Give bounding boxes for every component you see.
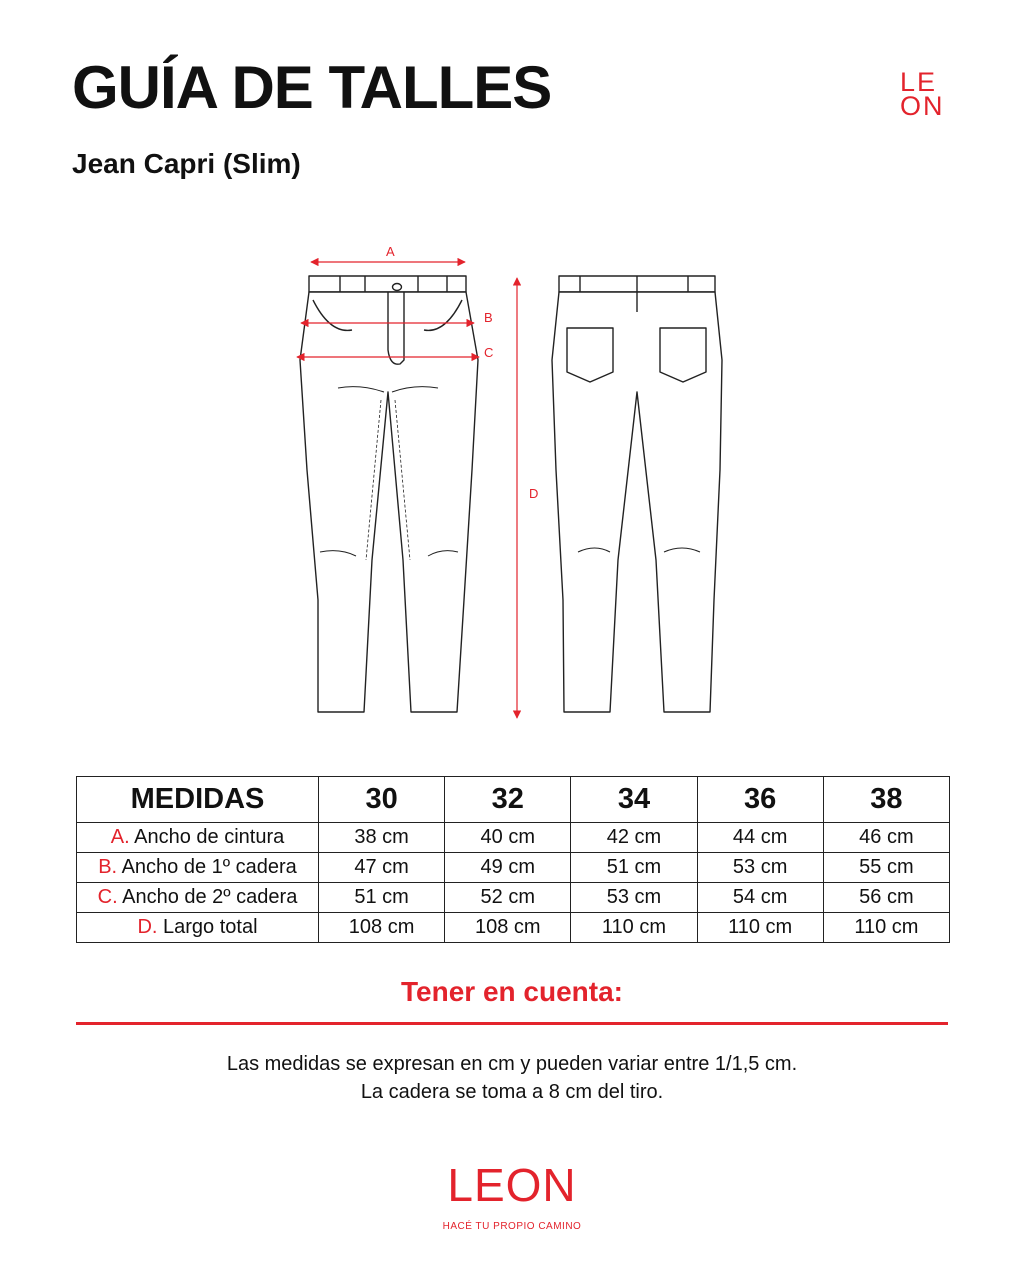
- row-letter: B.: [98, 856, 118, 878]
- table-cell: 51 cm: [571, 853, 697, 883]
- table-corner-header: MEDIDAS: [77, 777, 319, 823]
- table-cell: 38 cm: [319, 823, 445, 853]
- corner-logo-line-2: ON: [900, 91, 945, 121]
- corner-logo-line-1: LE: [900, 67, 938, 97]
- row-label: [77, 913, 319, 943]
- note-line-1: Las medidas se expresan en cm y pueden variar entre 1/1,5 cm.: [226, 1053, 798, 1075]
- table-cell: 53 cm: [571, 883, 697, 913]
- note-text: [0, 1050, 1024, 1106]
- row-label-text: Ancho de 2º cadera: [122, 886, 298, 908]
- brand-tagline: HACÉ TU PROPIO CAMINO: [442, 1221, 582, 1232]
- page-title: GUÍA DE TALLES: [72, 54, 552, 121]
- size-header-38: 38: [823, 777, 949, 823]
- jeans-back-icon: [552, 276, 722, 712]
- table-cell: 44 cm: [697, 823, 823, 853]
- leon-corner-logo: [900, 67, 952, 121]
- note-line-2: La cadera se toma a 8 cm del tiro.: [360, 1081, 664, 1103]
- table-row: [77, 883, 950, 913]
- table-cell: 52 cm: [445, 883, 571, 913]
- jeans-front-icon: [300, 276, 478, 712]
- row-letter: C.: [97, 886, 118, 908]
- table-cell: 53 cm: [697, 853, 823, 883]
- leon-footer-logo: LEON: [447, 1159, 577, 1211]
- row-label: [77, 823, 319, 853]
- table-cell: 49 cm: [445, 853, 571, 883]
- table-cell: 55 cm: [823, 853, 949, 883]
- jeans-measurement-diagram: [280, 238, 740, 728]
- row-letter: D.: [137, 916, 158, 938]
- size-header-36: 36: [697, 777, 823, 823]
- table-cell: 108 cm: [319, 913, 445, 943]
- table-cell: 40 cm: [445, 823, 571, 853]
- size-header-30: 30: [319, 777, 445, 823]
- table-row: [77, 823, 950, 853]
- table-cell: 54 cm: [697, 883, 823, 913]
- table-cell: 108 cm: [445, 913, 571, 943]
- row-label: [77, 883, 319, 913]
- table-cell: 51 cm: [319, 883, 445, 913]
- note-divider: [76, 1022, 948, 1025]
- table-cell: 46 cm: [823, 823, 949, 853]
- measure-label-d: D: [529, 486, 539, 501]
- table-row: [77, 853, 950, 883]
- row-letter: A.: [110, 826, 130, 848]
- table-cell: 42 cm: [571, 823, 697, 853]
- measure-label-b: B: [484, 310, 493, 325]
- table-header-row: [77, 777, 950, 823]
- size-chart-table: [76, 776, 950, 943]
- size-header-32: 32: [445, 777, 571, 823]
- row-label: [77, 853, 319, 883]
- row-label-text: Largo total: [163, 916, 258, 938]
- row-label-text: Ancho de cintura: [134, 826, 285, 848]
- table-cell: 47 cm: [319, 853, 445, 883]
- table-cell: 110 cm: [571, 913, 697, 943]
- measure-label-a: A: [386, 244, 395, 259]
- size-header-34: 34: [571, 777, 697, 823]
- product-name: Jean Capri (Slim): [72, 148, 301, 179]
- table-row: [77, 913, 950, 943]
- table-cell: 56 cm: [823, 883, 949, 913]
- measure-label-c: C: [484, 345, 494, 360]
- note-title: Tener en cuenta:: [401, 976, 623, 1007]
- table-cell: 110 cm: [697, 913, 823, 943]
- row-label-text: Ancho de 1º cadera: [121, 856, 297, 878]
- table-cell: 110 cm: [823, 913, 949, 943]
